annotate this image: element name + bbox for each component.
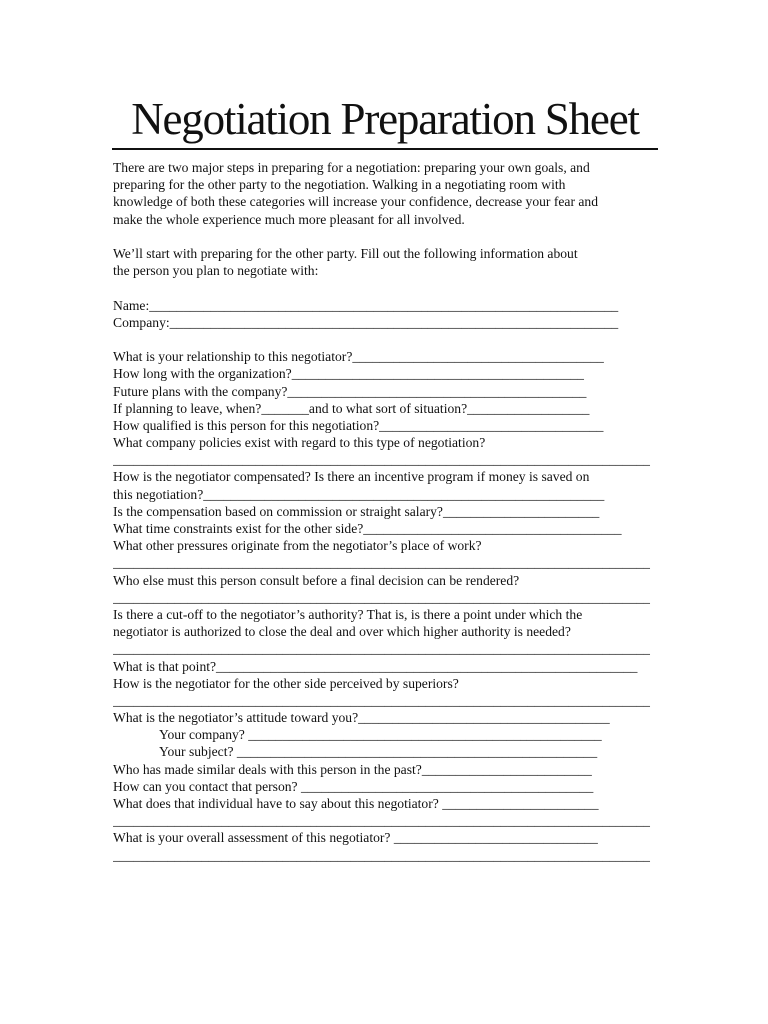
- time-constraints-field[interactable]: What time constraints exist for the other side?______________________________________: [113, 521, 622, 537]
- start-line: We’ll start with preparing for the other party. Fill out the following information about: [113, 246, 578, 261]
- name-field[interactable]: Name:_____________________________________________________________________: [113, 297, 619, 313]
- compensation-question: How is the negotiator compensated? Is there an incentive program if money is saved on: [113, 469, 590, 485]
- relationship-field[interactable]: What is your relationship to this negotiator?_____________________________________: [113, 349, 604, 365]
- intro-line: preparing for the other party to the negotiation. Walking in a negotiating room with: [113, 177, 566, 193]
- consult-question: Who else must this person consult before a final decision can be rendered?: [113, 572, 520, 588]
- attitude-subject-field[interactable]: Your subject? _____________________________________________________: [159, 744, 598, 760]
- page-title: Negotiation Preparation Sheet: [112, 92, 658, 150]
- tenure-field[interactable]: How long with the organization?___________________________________________: [113, 366, 584, 382]
- individual-opinion-field[interactable]: What does that individual have to say about this negotiator? _______________________: [113, 796, 599, 812]
- perception-question: How is the negotiator for the other side perceived by superiors?: [113, 675, 459, 691]
- attitude-company-field[interactable]: Your company? ____________________________________________________: [159, 727, 602, 743]
- start-line: the person you plan to negotiate with:: [113, 263, 319, 279]
- policies-question: What company policies exist with regard to this type of negotiation?: [113, 435, 486, 451]
- future-plans-field[interactable]: Future plans with the company?____________________________________________: [113, 383, 587, 399]
- form-body: [113, 159, 658, 864]
- answer-line[interactable]: _______________________________________________________________________________: [113, 641, 650, 657]
- intro-line: There are two major steps in preparing for a negotiation: preparing your own goals, and: [113, 160, 590, 175]
- similar-deals-field[interactable]: Who has made similar deals with this person in the past?_________________________: [113, 761, 592, 777]
- compensation-field[interactable]: this negotiation?___________________________________________________________: [113, 486, 605, 502]
- answer-line[interactable]: _______________________________________________________________________________: [113, 555, 650, 571]
- authority-question-cont: negotiator is authorized to close the deal and over which higher authority is needed?: [113, 624, 571, 640]
- intro-paragraph: [113, 159, 658, 228]
- answer-line[interactable]: _______________________________________________________________________________: [113, 692, 650, 708]
- qualification-field[interactable]: How qualified is this person for this negotiation?_________________________________: [113, 417, 604, 433]
- pressures-question: What other pressures originate from the negotiator’s place of work?: [113, 538, 482, 554]
- answer-line[interactable]: _______________________________________________________________________________: [113, 452, 650, 468]
- point-field[interactable]: What is that point?______________________________________________________________: [113, 658, 638, 674]
- company-field[interactable]: Company:__________________________________________________________________: [113, 314, 619, 330]
- assessment-field[interactable]: What is your overall assessment of this negotiator? ______________________________: [113, 830, 598, 846]
- authority-question: Is there a cut-off to the negotiator’s authority? That is, is there a point under which the: [113, 606, 583, 622]
- intro-line: make the whole experience much more pleasant for all involved.: [113, 211, 465, 227]
- answer-line[interactable]: _______________________________________________________________________________: [113, 847, 650, 863]
- answer-line[interactable]: _______________________________________________________________________________: [113, 813, 650, 829]
- contact-field[interactable]: How can you contact that person? ___________________________________________: [113, 778, 594, 794]
- attitude-field[interactable]: What is the negotiator’s attitude toward you?_____________________________________: [113, 710, 610, 726]
- leaving-field[interactable]: If planning to leave, when?_______and to what sort of situation?__________________: [113, 400, 590, 416]
- intro-line: knowledge of both these categories will increase your confidence, decrease your fear and: [113, 194, 599, 210]
- answer-line[interactable]: _______________________________________________________________________________: [113, 589, 650, 605]
- salary-basis-field[interactable]: Is the compensation based on commission or straight salary?_______________________: [113, 503, 600, 519]
- start-paragraph: [113, 245, 658, 279]
